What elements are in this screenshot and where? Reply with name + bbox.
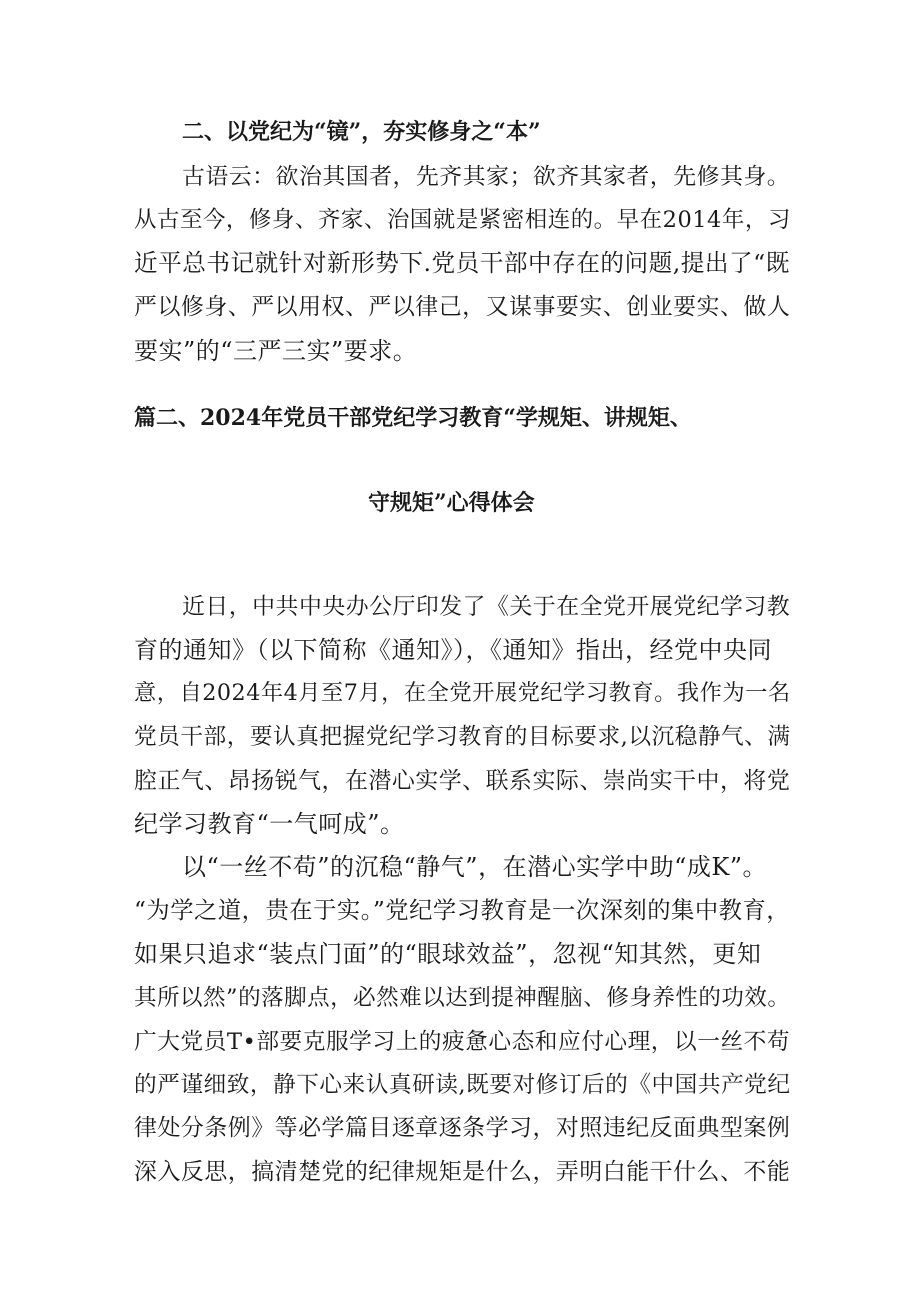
paragraph-line: 腔正气、昂扬锐气，在潜心实学、联系实际、崇尚实干中，将党 [134, 768, 791, 794]
paragraph-line: 从古至今，修身、齐家、治国就是紧密相连的。早在2014年，习 [134, 207, 791, 233]
paragraph-line: 育的通知》（以下简称《通知》），《通知》指出，经党中央同 [134, 636, 772, 664]
paragraph-line: 严以修身、严以用权、严以律己，又谋事要实、创业要实、做人 [134, 294, 791, 320]
paragraph-line: 以“一丝不苟”的沉稳“静气”，在潜心实学中助“成K”。 [182, 853, 768, 881]
paragraph-line: 党员干部，要认真把握党纪学习教育的目标要求,以沉稳静气、满 [134, 724, 791, 750]
paragraph-line: “为学之道，贵在于实。”党纪学习教育是一次深刻的集中教育， [134, 897, 791, 924]
chapter-title-line-2: 守规矩”心得体会 [368, 490, 535, 516]
paragraph-line: 意，自2024年4月至7月，在全党开展党纪学习教育。我作为一名 [134, 680, 791, 706]
paragraph-line: 深入反思，搞清楚党的纪律规矩是什么，弄明白能干什么、不能 [134, 1159, 791, 1185]
paragraph-line: 要实”的“三严三实”要求。 [134, 337, 418, 365]
paragraph-line: 近日，中共中央办公厅印发了《关于在全党开展党纪学习教 [182, 594, 791, 620]
paragraph-line: 广大党员T•部要克服学习上的疲惫心态和应付心理，以一丝不苟 [134, 1029, 791, 1055]
paragraph-line: 的严谨细致，静下心来认真研读,既要对修订后的《中国共产党纪 [134, 1072, 791, 1098]
paragraph-line: 古语云：欲治其国者，先齐其家；欲齐其家者，先修其身。 [182, 164, 791, 190]
paragraph-line: 律处分条例》等必学篇目逐章逐条学习，对照违纪反面典型案例 [134, 1115, 791, 1141]
paragraph-line: 其所以然”的落脚点，必然难以达到提神醒脑、修身养性的功效。 [134, 985, 791, 1011]
paragraph-line: 如果只追求“装点门面”的“眼球效益”，忽视“知其然，更知 [134, 940, 762, 968]
section-heading: 二、以党纪为“镜”，夯实修身之“本” [182, 119, 541, 145]
chapter-title-line-1: 篇二、2024年党员干部党纪学习教育“学规矩、讲规矩、 [134, 405, 692, 431]
paragraph-line: 纪学习教育“一气呵成”。 [134, 810, 405, 838]
paragraph-line: 近平总书记就针对新形势下.党员干部中存在的问题,提出了“既 [134, 249, 790, 277]
